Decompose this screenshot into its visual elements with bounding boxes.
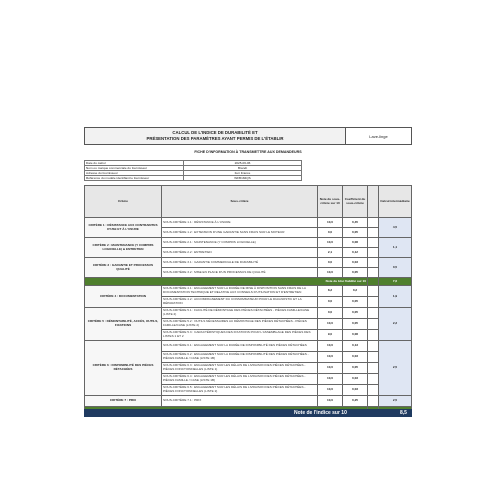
subcriterion-coef: 0,13 bbox=[343, 341, 368, 352]
header-score: Note du sous-critère sur 10 bbox=[318, 186, 343, 218]
final-value: 8,5 bbox=[400, 410, 407, 416]
spacer-cell bbox=[368, 341, 379, 352]
final-score-bar bbox=[84, 409, 412, 417]
section-subtitle: FICHE D'INFORMATION À TRANSMETTRE AUX DEMANDEURS bbox=[194, 150, 302, 154]
subcriterion-coef: 0,05 bbox=[343, 228, 368, 238]
subcriterion-label: SOUS-CRITÈRE 6.4 : ENGAGEMENT SUR LES DÉLAIS DE LIVRAISON DES PIÈCES DÉTACHÉES - PIÈCES FAMILLE / CASE (LISTE 1B) bbox=[162, 374, 318, 385]
spacer-cell bbox=[368, 278, 379, 286]
intermediate-calc: 0,5 bbox=[379, 258, 412, 278]
subcriterion-score: 10,0 bbox=[318, 385, 343, 396]
subcriterion-coef: 0,03 bbox=[343, 258, 368, 268]
subcriterion-score: 10,0 bbox=[318, 268, 343, 278]
criterion-label: CRITÈRE 7 : PRIX bbox=[85, 396, 162, 407]
info-value: 2025-06-06 bbox=[184, 161, 302, 166]
criterion-label: CRITÈRE 3 : GARANTIE ET PROCESSUS QUALITÉ bbox=[85, 258, 162, 278]
intermediate-calc: 1,9 bbox=[379, 286, 412, 308]
subcriterion-label: SOUS-CRITÈRE 3.1 : GARANTIE COMMERCIALE DE DURABILITÉ bbox=[162, 258, 318, 268]
subcriterion-label: SOUS-CRITÈRE 6.5 : ENGAGEMENT SUR LES DÉLAIS DE LIVRAISON DES PIÈCES DÉTACHÉES - PIÈCES FONCTIONNELLES (LISTE 2) bbox=[162, 385, 318, 396]
info-value: WFB184QS bbox=[184, 176, 302, 181]
subcriterion-coef: 0,08 bbox=[343, 238, 368, 248]
header-criteria: Critère bbox=[85, 186, 162, 218]
intermediate-calc: 4,5 bbox=[379, 218, 412, 238]
info-value: Brandt bbox=[184, 166, 302, 171]
subcriterion-label: SOUS-CRITÈRE 5.3 : CARACTÉRISTIQUES DES FIXATIONS POUR L'ASSEMBLAGE DES PIÈCES DES LISTES 1 ET 2 bbox=[162, 330, 318, 341]
spacer-cell bbox=[368, 268, 379, 278]
spacer-cell bbox=[368, 308, 379, 319]
spacer-cell bbox=[368, 248, 379, 258]
score-table bbox=[84, 185, 412, 415]
title-line-1: CALCUL DE L'INDICE DE DURABILITÉ ET bbox=[172, 130, 258, 135]
spacer-cell bbox=[368, 258, 379, 268]
subcriterion-coef: 0,03 bbox=[343, 385, 368, 396]
subcriterion-label: SOUS-CRITÈRE 4.1 : ENGAGEMENT SUR LA DURÉE DE MISE À DISPOSITION SANS FRAIS DE LA DOCUMENTATION TECHNIQUE ET RELATIVE AUX CONSEILS D'UTILISATION ET D'ENTRETIEN bbox=[162, 286, 318, 297]
table-row bbox=[85, 308, 412, 319]
subcriterion-coef: 0,08 bbox=[343, 330, 368, 341]
block-score-label: Note du bloc fiabilité sur 10 bbox=[85, 278, 368, 286]
spacer-cell bbox=[368, 297, 379, 308]
supplier-info-table bbox=[84, 160, 302, 181]
spacer-cell bbox=[368, 330, 379, 341]
criterion-label: CRITÈRE 1 : RÉSISTANCE AUX CONTRAINTES D'USE ET À L'USURE bbox=[85, 218, 162, 238]
criterion-label: CRITÈRE 5 : DÉMONTABILITÉ, ACCÈS, OUTILS, FIXATIONS bbox=[85, 308, 162, 341]
subcriterion-coef: 0,05 bbox=[343, 363, 368, 374]
spacer-cell bbox=[368, 363, 379, 374]
subcriterion-coef: 0,03 bbox=[343, 352, 368, 363]
subcriterion-score: 0,0 bbox=[318, 308, 343, 319]
block-score-row bbox=[85, 278, 412, 286]
subcriterion-score: 10,0 bbox=[318, 319, 343, 330]
table-row bbox=[85, 341, 412, 352]
subcriterion-coef: 0,03 bbox=[343, 374, 368, 385]
final-label: Note de l'indice sur 10 bbox=[294, 410, 347, 416]
criterion-label: CRITÈRE 6 : DISPONIBILITÉ DES PIÈCES DÉTACHÉES bbox=[85, 341, 162, 396]
document-title bbox=[84, 127, 346, 145]
subcriterion-score: 0,0 bbox=[318, 258, 343, 268]
intermediate-calc: 2,5 bbox=[379, 341, 412, 396]
subcriterion-label: SOUS-CRITÈRE 4.2 : ACCOMPAGNEMENT DU CONSOMMATEUR POUR LE DIAGNOSTIC ET LA RÉPARATION bbox=[162, 297, 318, 308]
spacer-cell bbox=[368, 218, 379, 228]
subcriterion-label: SOUS-CRITÈRE 2.2 : ENTRETIEN bbox=[162, 248, 318, 258]
spacer-cell bbox=[368, 396, 379, 407]
header-calc: Calcul intermédiaire bbox=[379, 186, 412, 218]
info-value: Ituri France bbox=[184, 171, 302, 176]
subcriterion-score: 0,0 bbox=[318, 297, 343, 308]
subcriterion-score: 10,0 bbox=[318, 374, 343, 385]
subcriterion-coef: 0,25 bbox=[343, 396, 368, 407]
subcriterion-score: 9,0 bbox=[318, 330, 343, 341]
subcriterion-label: SOUS-CRITÈRE 6.3 : ENGAGEMENT SUR LES DÉLAIS DE LIVRAISON DES PIÈCES DÉTACHÉES - PIÈCES FONCTIONNELLES (LISTE 1) bbox=[162, 363, 318, 374]
spacer-cell bbox=[368, 319, 379, 330]
subcriterion-coef: 0,05 bbox=[343, 268, 368, 278]
subcriterion-coef: 0,12 bbox=[343, 248, 368, 258]
subcriterion-score: 10,0 bbox=[318, 363, 343, 374]
subcriterion-score: 10,0 bbox=[318, 238, 343, 248]
spacer-cell bbox=[368, 228, 379, 238]
subcriterion-coef: 0,05 bbox=[343, 319, 368, 330]
subcriterion-coef: 0,05 bbox=[343, 308, 368, 319]
header-row bbox=[85, 186, 412, 218]
product-type: Lave-linge bbox=[346, 127, 412, 145]
subcriterion-label: SOUS-CRITÈRE 3.2 : MISE EN PLACE D'UN PROCESSUS DE QUALITÉ bbox=[162, 268, 318, 278]
subcriterion-score: 10,0 bbox=[318, 218, 343, 228]
header-coef: Coefficient du sous-critère bbox=[343, 186, 368, 218]
intermediate-calc: 2,2 bbox=[379, 308, 412, 341]
spacer-cell bbox=[368, 374, 379, 385]
subcriterion-label: SOUS-CRITÈRE 6.1 : ENGAGEMENT SUR LA DURÉE DE DISPONIBILITÉ DES PIÈCES DÉTACHÉES bbox=[162, 341, 318, 352]
info-key: Nom ou marque commerciale du fournisseur bbox=[85, 166, 184, 171]
subcriterion-label: SOUS-CRITÈRE 6.2 : ENGAGEMENT SUR LA DURÉE DE DISPONIBILITÉ DES PIÈCES DÉTACHÉES - PIÈCES FAMILLE / CASE (LISTE 1B) bbox=[162, 352, 318, 363]
subcriterion-label: SOUS-CRITÈRE 1.2 : EXTENSION D'UNE GARANTIE SANS FRAIS SUR LE MOTEUR bbox=[162, 228, 318, 238]
info-row bbox=[85, 176, 302, 181]
table-row bbox=[85, 286, 412, 297]
subcriterion-label: SOUS-CRITÈRE 7.1 : PRIX bbox=[162, 396, 318, 407]
spacer-cell bbox=[368, 238, 379, 248]
table-row bbox=[85, 238, 412, 248]
title-line-2: PRÉSENTATION DES PARAMÈTRES AYANT PERMIS DE L'ÉTABLIR bbox=[146, 135, 284, 141]
subcriterion-score: 2,1 bbox=[318, 248, 343, 258]
subcriterion-score: 10,0 bbox=[318, 352, 343, 363]
info-key: Date du calcul bbox=[85, 161, 184, 166]
info-key: Adresse du fournisseur bbox=[85, 171, 184, 176]
intermediate-calc: 2,5 bbox=[379, 396, 412, 407]
subcriterion-label: SOUS-CRITÈRE 5.1 : FACILITÉ DE DÉMONTAGE DES PIÈCES DÉTACHÉES - PIÈCES FAMILLE/CASE (LISTE 2) bbox=[162, 308, 318, 319]
intermediate-calc: 1,1 bbox=[379, 238, 412, 258]
subcriterion-score: 0,0 bbox=[318, 228, 343, 238]
subcriterion-coef: 0,45 bbox=[343, 218, 368, 228]
header-subcriteria: Sous-critère bbox=[162, 186, 318, 218]
subcriterion-label: SOUS-CRITÈRE 2.1 : MAINTENANCE (Y COMPRIS LOGICIELLE) bbox=[162, 238, 318, 248]
table-row bbox=[85, 396, 412, 407]
spacer-cell bbox=[368, 286, 379, 297]
header-spacer bbox=[368, 186, 379, 218]
block-score-value: 7,6 bbox=[379, 278, 412, 286]
spacer-cell bbox=[368, 352, 379, 363]
subcriterion-label: SOUS-CRITÈRE 1.1 : RÉSISTANCE À L'USURE bbox=[162, 218, 318, 228]
info-key: Référence du modèle identifiant le fournisseur bbox=[85, 176, 184, 181]
subcriterion-label: SOUS-CRITÈRE 5.2 : OUTILS NÉCESSAIRES AU DÉMONTAGE DES PIÈCES DÉTACHÉES - PIÈCES FAMILLE/CASE (LISTE 2) bbox=[162, 319, 318, 330]
subcriterion-coef: 0,2 bbox=[343, 286, 368, 297]
spacer-cell bbox=[368, 385, 379, 396]
table-row bbox=[85, 258, 412, 268]
subcriterion-score: 10,0 bbox=[318, 341, 343, 352]
subcriterion-coef: 0,05 bbox=[343, 297, 368, 308]
criterion-label: CRITÈRE 4 : DOCUMENTATION bbox=[85, 286, 162, 308]
table-row bbox=[85, 218, 412, 228]
criterion-label: CRITÈRE 2 : MAINTENANCE (Y COMPRIS LOGICIELLE) & ENTRETIEN bbox=[85, 238, 162, 258]
subcriterion-score: 8,2 bbox=[318, 286, 343, 297]
subcriterion-score: 10,0 bbox=[318, 396, 343, 407]
